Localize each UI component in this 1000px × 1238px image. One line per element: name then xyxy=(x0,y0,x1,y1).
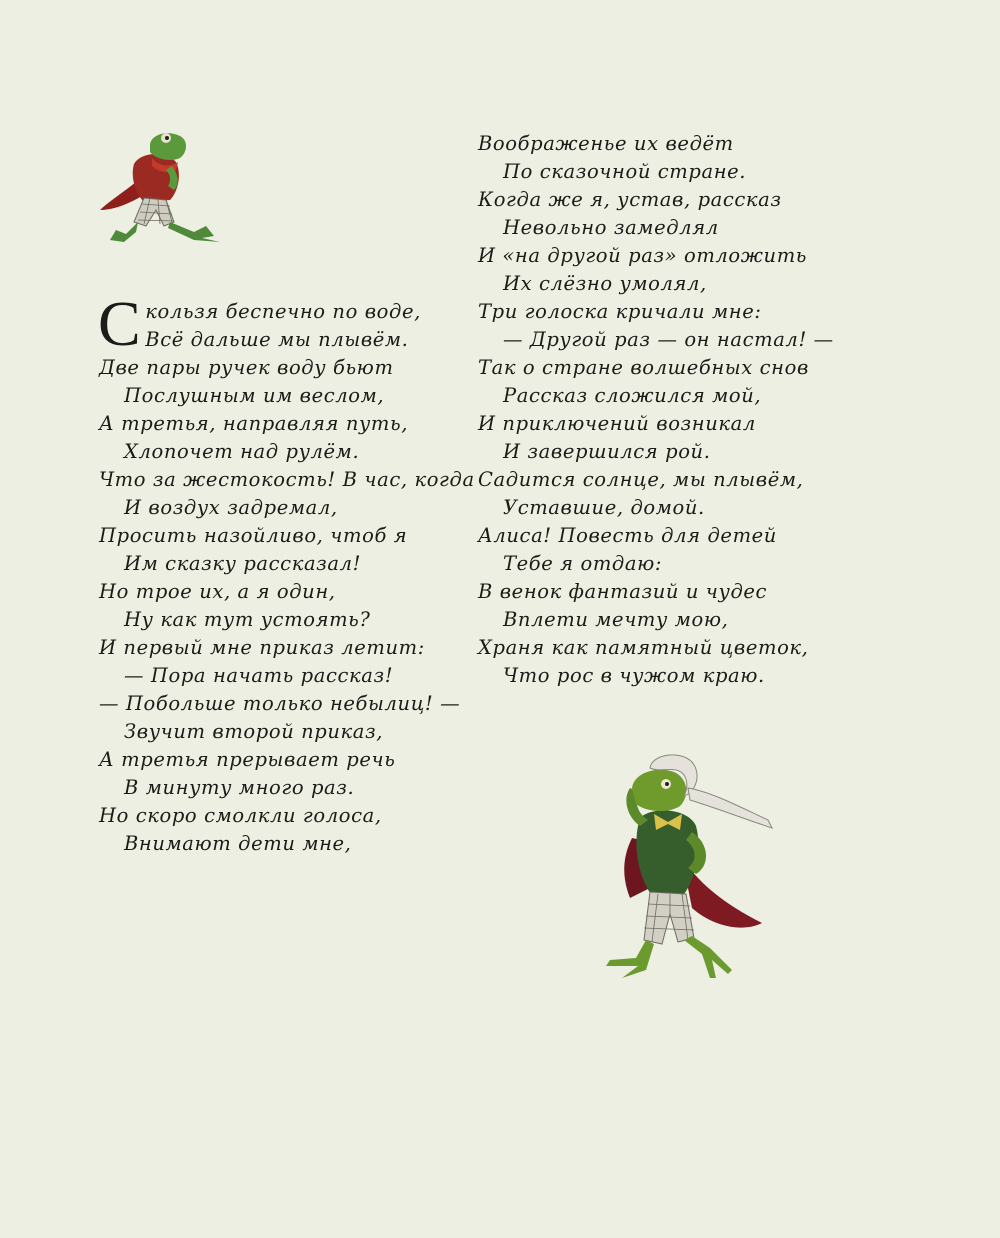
poem-line: А третья, направляя путь, xyxy=(99,412,408,435)
poem-line: — Другой раз — он настал! — xyxy=(503,328,834,351)
poem-line: И воздух задремал, xyxy=(124,496,338,519)
poem-line: В венок фантазий и чудес xyxy=(478,580,768,603)
poem-line: Что за жестокость! В час, когда xyxy=(99,468,475,491)
poem-line: Воображенье их ведёт xyxy=(478,132,734,155)
poem-line: Три голоска кричали мне: xyxy=(478,300,762,323)
poem-line: Тебе я отдаю: xyxy=(503,552,663,575)
poem-line: Хлопочет над рулём. xyxy=(124,440,360,463)
poem-line: Так о стране волшебных снов xyxy=(478,356,809,379)
poem-line: Храня как памятный цветок, xyxy=(478,636,809,659)
poem-line: — Побольше только небылиц! — xyxy=(99,692,461,715)
poem-line: Послушным им веслом, xyxy=(124,384,385,407)
poem-line: В минуту много раз. xyxy=(124,776,355,799)
poem-line: Садится солнце, мы плывём, xyxy=(478,468,804,491)
poem-line-text: кользя беспечно по воде, xyxy=(145,300,421,323)
poem-line: И завершился рой. xyxy=(503,440,711,463)
poem-line: Что рос в чужом краю. xyxy=(503,664,765,687)
poem-line: — Пора начать рассказ! xyxy=(124,664,394,687)
drop-cap: С xyxy=(98,288,142,359)
poem-line: И «на другой раз» отложить xyxy=(478,244,807,267)
poem-line: Вплети мечту мою, xyxy=(503,608,729,631)
poem-line: Две пары ручек воду бьют xyxy=(99,356,394,379)
poem-line: Алиса! Повесть для детей xyxy=(478,524,777,547)
poem-line: И приключений возникал xyxy=(478,412,756,435)
poem-line: И первый мне приказ летит: xyxy=(99,636,425,659)
poem-line: Всё дальше мы плывём. xyxy=(145,328,409,351)
poem-line: Когда же я, устав, рассказ xyxy=(478,188,782,211)
poem-right-column xyxy=(478,130,834,690)
poem-line: Рассказ сложился мой, xyxy=(503,384,762,407)
poem-line: Невольно замедлял xyxy=(503,216,719,239)
poem-line: А третья прерывает речь xyxy=(99,748,396,771)
poem-line: По сказочной стране. xyxy=(503,160,747,183)
poem-line: Но трое их, а я один, xyxy=(99,580,336,603)
poem-line: Но скоро смолкли голоса, xyxy=(99,804,382,827)
poem-line: Их слёзно умолял, xyxy=(503,272,707,295)
frog-walking-illustration xyxy=(96,122,236,257)
poem-line: Ну как тут устоять? xyxy=(124,608,371,631)
poem-line: Просить назойливо, чтоб я xyxy=(99,524,408,547)
frog-footman-illustration xyxy=(592,748,797,998)
poem-line: Звучит второй приказ, xyxy=(124,720,384,743)
poem-line: Им сказку рассказал! xyxy=(124,552,362,575)
poem-line: Уставшие, домой. xyxy=(503,496,705,519)
poem-left-column xyxy=(98,288,475,858)
poem-line: Внимают дети мне, xyxy=(124,832,352,855)
